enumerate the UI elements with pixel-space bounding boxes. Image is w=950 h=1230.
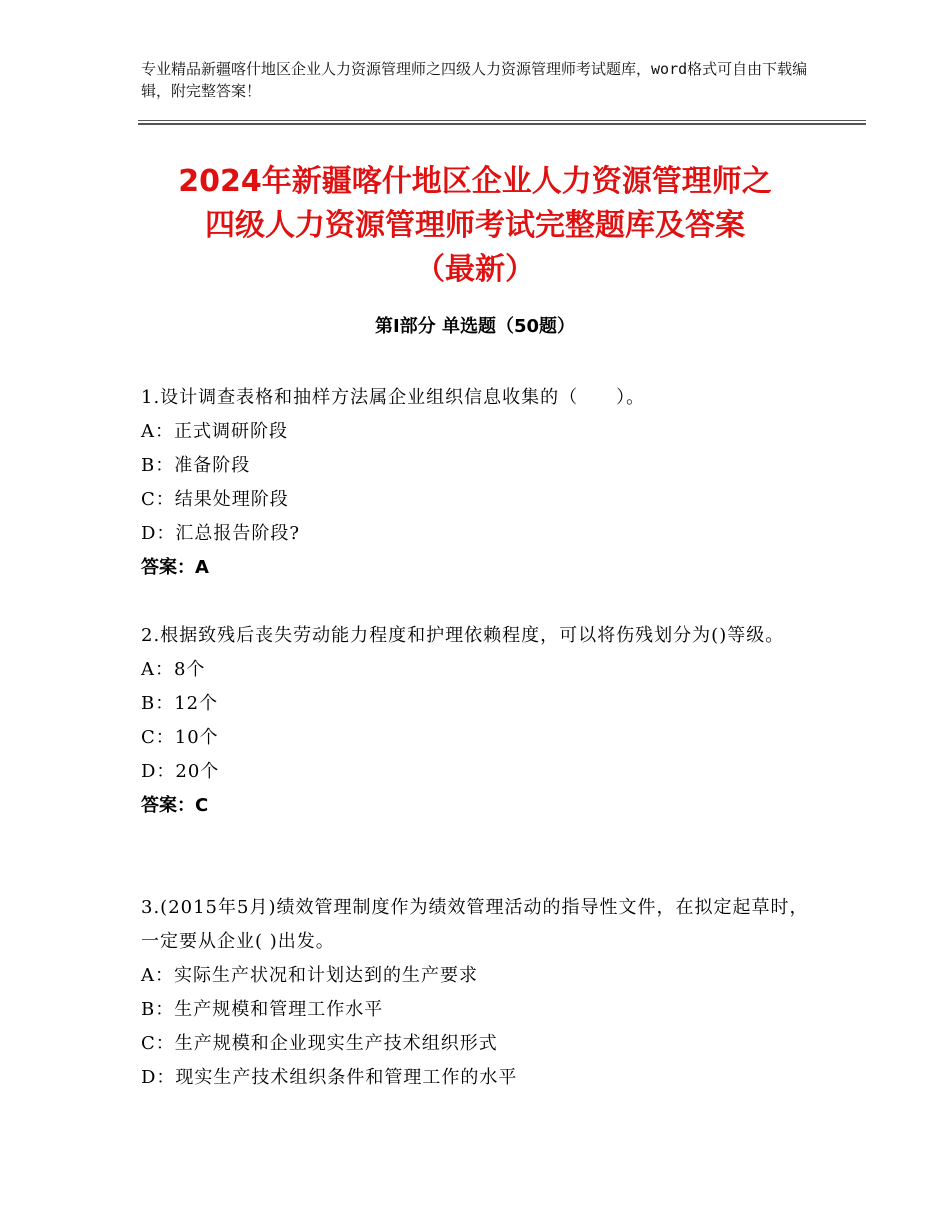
question-2 bbox=[141, 619, 811, 823]
option-b: B：12个 bbox=[141, 693, 219, 714]
option-b: B：生产规模和管理工作水平 bbox=[141, 999, 384, 1020]
option-a: A：正式调研阶段 bbox=[141, 421, 288, 442]
question-stem: 3.(2015年5月)绩效管理制度作为绩效管理活动的指导性文件，在拟定起草时，一定要从企业( )出发。 bbox=[141, 897, 809, 952]
option-a: A：实际生产状况和计划达到的生产要求 bbox=[141, 965, 478, 986]
answer-label: 答案：A bbox=[141, 557, 209, 578]
question-1 bbox=[141, 381, 811, 585]
title-line-1: 2024年新疆喀什地区企业人力资源管理师之 bbox=[178, 164, 772, 199]
option-d: D：汇总报告阶段? bbox=[141, 523, 301, 544]
option-d: D：现实生产技术组织条件和管理工作的水平 bbox=[141, 1067, 518, 1088]
title-line-3: （最新） bbox=[415, 252, 535, 287]
option-c: C：生产规模和企业现实生产技术组织形式 bbox=[141, 1033, 498, 1054]
title-line-2: 四级人力资源管理师考试完整题库及答案 bbox=[205, 208, 745, 243]
document-title bbox=[100, 160, 850, 292]
header-rule-thick bbox=[138, 123, 866, 125]
header-note: 专业精品新疆喀什地区企业人力资源管理师之四级人力资源管理师考试题库，word格式可自由下载编辑，附完整答案！ bbox=[141, 60, 808, 100]
option-c: C：结果处理阶段 bbox=[141, 489, 289, 510]
section-heading: 第Ⅰ部分 单选题（50题） bbox=[374, 316, 575, 337]
option-c: C：10个 bbox=[141, 727, 219, 748]
option-d: D：20个 bbox=[141, 761, 220, 782]
question-stem: 1.设计调查表格和抽样方法属企业组织信息收集的（ ）。 bbox=[141, 387, 646, 408]
question-stem: 2.根据致残后丧失劳动能力程度和护理依赖程度，可以将伤残划分为()等级。 bbox=[141, 625, 785, 646]
question-3 bbox=[141, 891, 811, 1095]
option-a: A：8个 bbox=[141, 659, 206, 680]
option-b: B：准备阶段 bbox=[141, 455, 251, 476]
answer-label: 答案：C bbox=[141, 795, 209, 816]
header-rule-thin bbox=[138, 120, 866, 121]
